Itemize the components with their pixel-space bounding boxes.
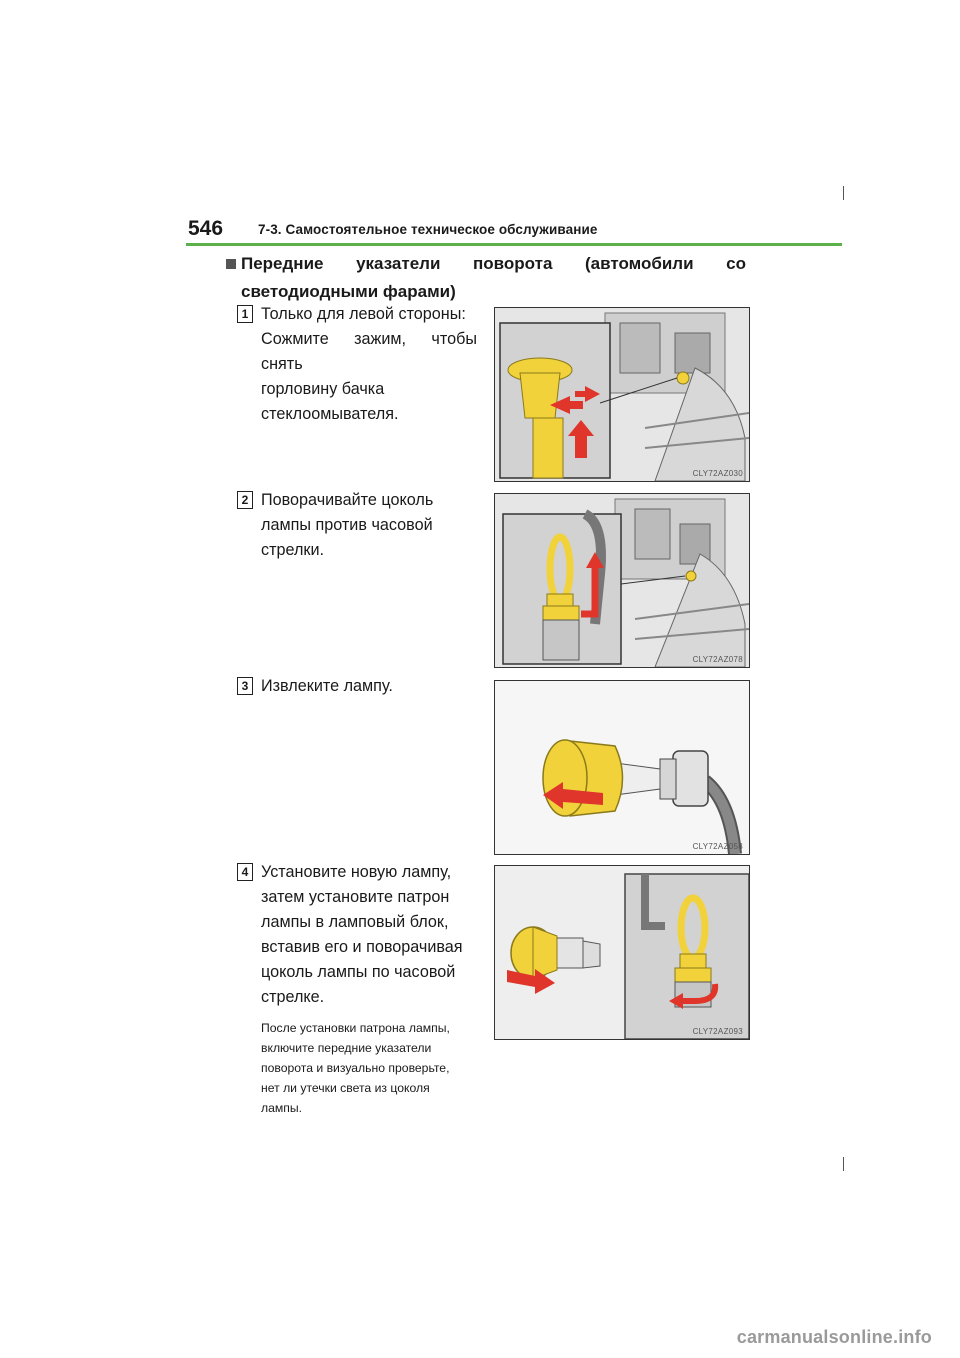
note-line: После установки патрона лампы, (261, 1021, 450, 1035)
figure-code: CLY72AZ058 (692, 842, 743, 851)
figure-step-1 (494, 307, 750, 482)
heading-word-3: поворота (473, 254, 553, 273)
step-line: лампы в ламповый блок, (261, 913, 449, 931)
step-line: Сожмите зажим, чтобы снять (261, 330, 477, 373)
step-number-1: 1 (237, 305, 253, 323)
page-number: 546 (188, 217, 224, 240)
step-line: Установите новую лампу, (261, 863, 452, 881)
figure-code: CLY72AZ030 (692, 469, 743, 478)
step-line: Извлеките лампу. (261, 677, 393, 695)
step-number-2: 2 (237, 491, 253, 509)
step-text-2 (261, 488, 477, 563)
heading-word-1: Передние (226, 250, 323, 278)
note-line: лампы. (261, 1101, 303, 1115)
bulb-removal-illustration (495, 681, 749, 854)
header-rule (186, 243, 842, 246)
figure-step-4 (494, 865, 750, 1040)
note-line: поворота и визуально проверьте, (261, 1061, 450, 1075)
crop-mark-bottom (843, 1157, 844, 1171)
step-number-3: 3 (237, 677, 253, 695)
step-line: вставив его и поворачивая (261, 938, 463, 956)
step-text-1 (261, 302, 477, 427)
step-number-4: 4 (237, 863, 253, 881)
heading-word-4: (автомобили (585, 254, 694, 273)
figure-step-2 (494, 493, 750, 668)
engine-bay-washer-neck-illustration (495, 308, 749, 481)
engine-bay-bulb-socket-illustration (495, 494, 749, 667)
step-line: Поворачивайте цоколь (261, 491, 434, 509)
step-note-4 (261, 1018, 477, 1118)
step-line: стрелке. (261, 988, 325, 1006)
section-title: 7-3. Самостоятельное техническое обслуживание (258, 222, 598, 237)
heading-line-2: светодиодными фарами) (241, 282, 456, 301)
heading-word-2: указатели (356, 254, 441, 273)
step-line: цоколь лампы по часовой (261, 963, 456, 981)
step-text-4 (261, 860, 477, 1010)
step-text-3 (261, 674, 477, 699)
step-line: лампы против часовой (261, 516, 433, 534)
section-heading (226, 250, 746, 306)
square-bullet-icon (226, 259, 236, 269)
crop-mark-top (843, 186, 844, 200)
note-line: нет ли утечки света из цоколя (261, 1081, 430, 1095)
heading-word-5: со (726, 254, 746, 273)
step-line: Только для левой стороны: (261, 305, 466, 323)
step-line: стрелки. (261, 541, 325, 559)
step-line: горловину бачка (261, 380, 385, 398)
step-line: затем установите патрон (261, 888, 450, 906)
heading-line-1 (226, 250, 746, 278)
figure-code: CLY72AZ078 (692, 655, 743, 664)
figure-code: CLY72AZ093 (692, 1027, 743, 1036)
watermark: carmanualsonline.info (736, 1327, 932, 1347)
step-line: стеклоомывателя. (261, 405, 399, 423)
figure-step-3 (494, 680, 750, 855)
note-line: включите передние указатели (261, 1041, 432, 1055)
bulb-install-illustration (495, 866, 749, 1039)
